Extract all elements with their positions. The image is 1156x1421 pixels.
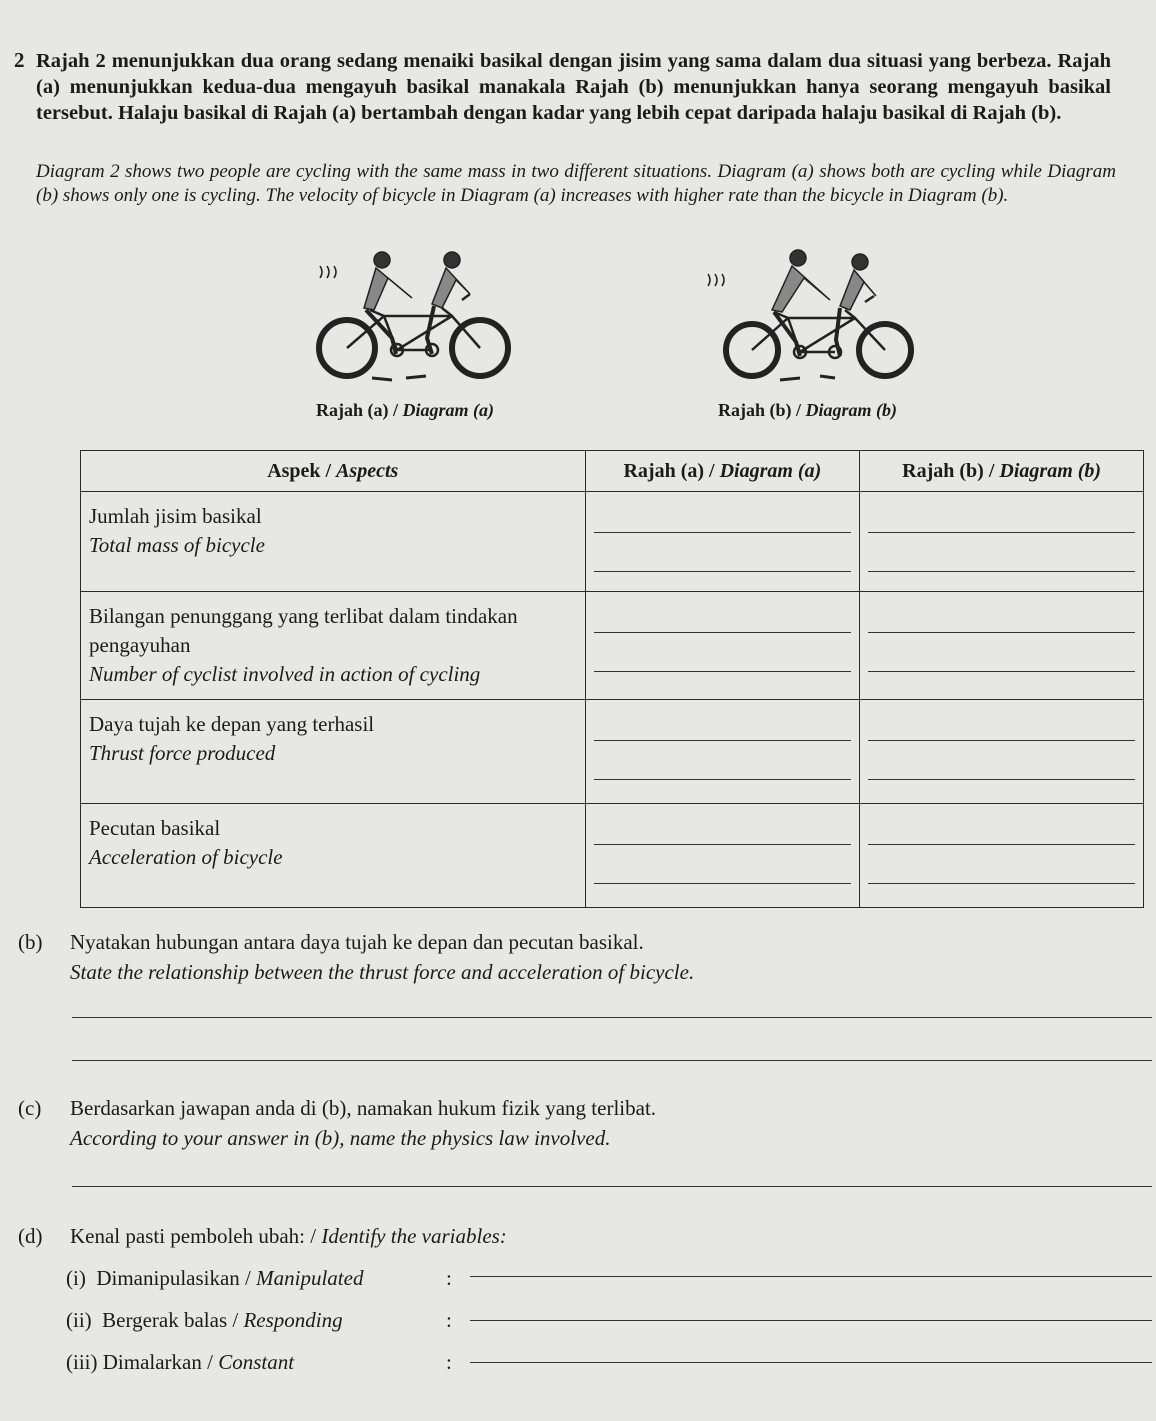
answer-line[interactable] bbox=[868, 845, 1135, 884]
answer-line[interactable] bbox=[594, 804, 852, 845]
variable-responding bbox=[66, 1308, 343, 1333]
variable-malay: Dimanipulasikan / bbox=[96, 1266, 257, 1290]
part-d-label: (d) bbox=[18, 1224, 43, 1248]
part-d-question bbox=[18, 1224, 1148, 1254]
variable-label: (i) bbox=[66, 1266, 86, 1290]
aspect-malay: Pecutan basikal bbox=[89, 816, 221, 840]
answer-line-b2[interactable] bbox=[72, 1060, 1152, 1061]
caption-b-english: Diagram (b) bbox=[805, 400, 898, 420]
header-a-malay: Rajah (a) / bbox=[623, 459, 720, 482]
header-b-malay: Rajah (b) / bbox=[902, 459, 1000, 482]
answer-cell-b[interactable] bbox=[860, 700, 1144, 804]
answer-cell-a[interactable] bbox=[585, 592, 860, 700]
part-c-question bbox=[18, 1096, 1148, 1156]
part-c-label: (c) bbox=[18, 1096, 42, 1120]
part-b-malay: Nyatakan hubungan antara daya tujah ke depan dan pecutan basikal. bbox=[70, 930, 644, 954]
answer-line[interactable] bbox=[868, 492, 1135, 533]
variable-english: Constant bbox=[218, 1350, 295, 1374]
aspect-english: Total mass of bicycle bbox=[89, 533, 265, 557]
colon: : bbox=[446, 1308, 452, 1332]
answer-cell-b[interactable] bbox=[860, 592, 1144, 700]
answer-line[interactable] bbox=[868, 741, 1135, 780]
caption-b-malay: Rajah (b) / bbox=[718, 400, 806, 420]
answer-line-b1[interactable] bbox=[72, 1017, 1152, 1018]
answer-cell-b[interactable] bbox=[860, 492, 1144, 592]
header-aspects-malay: Aspek / bbox=[267, 459, 337, 482]
table-row bbox=[81, 492, 1144, 592]
aspect-cell bbox=[81, 592, 586, 700]
answer-line[interactable] bbox=[594, 845, 852, 884]
table-row bbox=[81, 700, 1144, 804]
aspect-malay: Jumlah jisim basikal bbox=[89, 504, 262, 528]
aspects-table bbox=[80, 450, 1144, 908]
aspect-malay: Daya tujah ke depan yang terhasil bbox=[89, 712, 375, 736]
variable-english: Manipulated bbox=[256, 1266, 364, 1290]
aspect-english: Number of cyclist involved in action of cycling bbox=[89, 662, 481, 686]
answer-line-constant[interactable] bbox=[470, 1362, 1152, 1363]
answer-line[interactable] bbox=[594, 492, 852, 533]
answer-line[interactable] bbox=[868, 592, 1135, 633]
header-aspects-english: Aspects bbox=[336, 459, 399, 482]
header-aspects bbox=[81, 451, 586, 492]
aspect-english: Thrust force produced bbox=[89, 741, 276, 765]
tandem-bicycle-diagram-b bbox=[700, 238, 930, 388]
answer-line-responding[interactable] bbox=[470, 1320, 1152, 1321]
tandem-bicycle-diagram-a bbox=[302, 238, 532, 388]
part-c-english: According to your answer in (b), name the physics law involved. bbox=[70, 1126, 611, 1150]
part-d-malay: Kenal pasti pemboleh ubah: / bbox=[70, 1224, 322, 1248]
answer-line[interactable] bbox=[868, 804, 1135, 845]
variable-english: Responding bbox=[243, 1308, 343, 1332]
aspect-cell bbox=[81, 492, 586, 592]
answer-line[interactable] bbox=[868, 533, 1135, 572]
answer-line[interactable] bbox=[594, 700, 852, 741]
aspect-english: Acceleration of bicycle bbox=[89, 845, 283, 869]
variable-malay: Bergerak balas / bbox=[102, 1308, 244, 1332]
answer-cell-a[interactable] bbox=[585, 804, 860, 908]
question-number: 2 bbox=[14, 48, 25, 72]
aspect-cell bbox=[81, 700, 586, 804]
answer-cell-b[interactable] bbox=[860, 804, 1144, 908]
answer-line[interactable] bbox=[594, 592, 852, 633]
colon: : bbox=[446, 1266, 452, 1290]
part-b-label: (b) bbox=[18, 930, 43, 954]
caption-diagram-b bbox=[718, 400, 897, 421]
part-b-question bbox=[18, 930, 1148, 990]
intro-malay: Rajah 2 menunjukkan dua orang sedang menaiki basikal dengan jisim yang sama dalam dua situasi yang berbeza. Rajah (a) menunjukkan kedua-dua mengayuh basikal manakala Rajah (b) menunjukkan hanya seorang mengayuh basikal tersebut. Halaju basikal di Rajah (a) bertambah dengan kadar yang lebih cepat daripada halaju basikal di Rajah (b). bbox=[36, 50, 1111, 124]
table-header-row bbox=[81, 451, 1144, 492]
header-diagram-b bbox=[860, 451, 1144, 492]
variable-constant bbox=[66, 1350, 294, 1375]
answer-cell-a[interactable] bbox=[585, 492, 860, 592]
header-a-english: Diagram (a) bbox=[719, 459, 822, 482]
variable-malay: Dimalarkan / bbox=[102, 1350, 219, 1374]
table-row bbox=[81, 592, 1144, 700]
answer-line[interactable] bbox=[868, 633, 1135, 672]
variable-label: (ii) bbox=[66, 1308, 92, 1332]
intro-english: Diagram 2 shows two people are cycling with the same mass in two different situations. Diagram (a) shows both are cycling while Diagram (b) shows only one is cycling. The velocity of bicycle in Diagram (a) increases with higher rate than the bicycle in Diagram (b). bbox=[36, 161, 1116, 206]
caption-a-english: Diagram (a) bbox=[402, 400, 494, 420]
answer-cell-a[interactable] bbox=[585, 700, 860, 804]
answer-line-c[interactable] bbox=[72, 1186, 1152, 1187]
answer-line[interactable] bbox=[594, 741, 852, 780]
answer-line[interactable] bbox=[594, 533, 852, 572]
answer-line-manipulated[interactable] bbox=[470, 1276, 1152, 1277]
part-c-malay: Berdasarkan jawapan anda di (b), namakan hukum fizik yang terlibat. bbox=[70, 1096, 657, 1120]
part-b-english: State the relationship between the thrust force and acceleration of bicycle. bbox=[70, 960, 695, 984]
variable-manipulated bbox=[66, 1266, 363, 1291]
header-diagram-a bbox=[585, 451, 860, 492]
part-d-english: Identify the variables: bbox=[321, 1224, 507, 1248]
answer-line[interactable] bbox=[868, 700, 1135, 741]
variable-label: (iii) bbox=[66, 1350, 98, 1374]
answer-line[interactable] bbox=[594, 633, 852, 672]
aspect-cell bbox=[81, 804, 586, 908]
caption-diagram-a bbox=[316, 400, 494, 421]
header-b-english: Diagram (b) bbox=[999, 459, 1102, 482]
table-row bbox=[81, 804, 1144, 908]
caption-a-malay: Rajah (a) / bbox=[316, 400, 403, 420]
aspect-malay: Bilangan penunggang yang terlibat dalam tindakan pengayuhan bbox=[89, 604, 518, 657]
colon: : bbox=[446, 1350, 452, 1374]
